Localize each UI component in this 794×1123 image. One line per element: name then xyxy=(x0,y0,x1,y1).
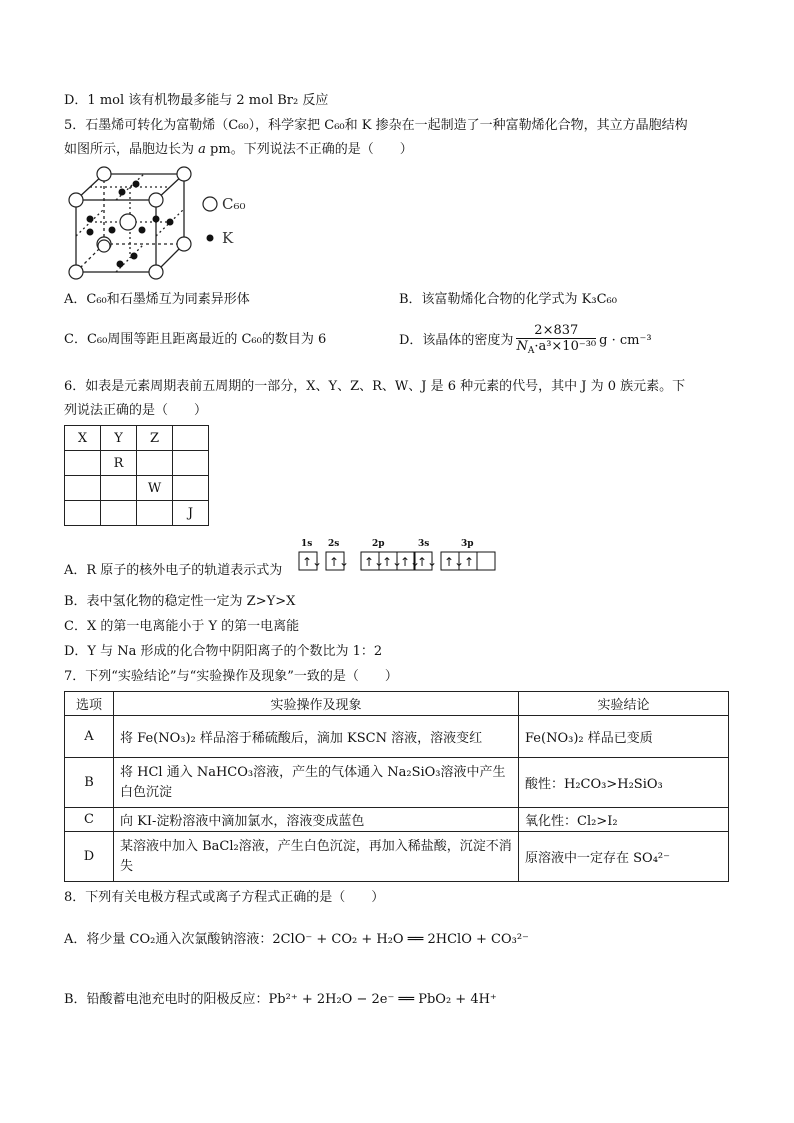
legend-k-label: K xyxy=(222,229,234,247)
legend-c60-label: C₆₀ xyxy=(222,195,246,213)
svg-text:↑↓: ↑↓ xyxy=(417,555,438,569)
svg-text:↑↓: ↑↓ xyxy=(329,555,350,569)
table-cell: J xyxy=(173,501,209,526)
q5-var-a: a xyxy=(198,142,206,157)
table-row xyxy=(65,476,209,501)
svg-text:↑↓: ↑↓ xyxy=(400,555,421,569)
q5-stem-tail: pm。下列说法不正确的是（ ） xyxy=(205,142,413,157)
table-cell xyxy=(137,451,173,476)
table-cell xyxy=(101,476,137,501)
row-conclusion: Fe(NO₃)₂ 样品已变质 xyxy=(519,716,729,758)
row-label: B xyxy=(65,758,114,808)
svg-text:↑: ↑ xyxy=(464,555,475,569)
q6-stem-line1: 6．如表是元素周期表前五周期的一部分，X、Y、Z、R、W、J 是 6 种元素的代号，其中 J 为 0 族元素。下 xyxy=(64,379,686,394)
svg-text:↑↓: ↑↓ xyxy=(444,555,465,569)
row-conclusion: 氧化性：Cl₂>I₂ xyxy=(519,808,729,832)
table-cell: R xyxy=(101,451,137,476)
orbital-label-2p: 2p xyxy=(372,539,385,549)
orbital-label-3s: 3s xyxy=(418,539,430,549)
svg-text:↑↓: ↑↓ xyxy=(302,555,323,569)
table-row xyxy=(65,758,729,808)
k-legend-icon xyxy=(207,235,214,242)
table-cell xyxy=(101,501,137,526)
table-cell: Z xyxy=(137,426,173,451)
row-operation: 将 Fe(NO₃)₂ 样品溶于稀硫酸后，滴加 KSCN 溶液，溶液变红 xyxy=(114,716,519,758)
c60-legend-icon xyxy=(203,197,217,211)
orbital-label-2s: 2s xyxy=(328,539,340,549)
table-cell xyxy=(137,501,173,526)
q8-option-b: B．铅酸蓄电池充电时的阳极反应：Pb²⁺ + 2H₂O − 2e⁻ ══ PbO₂ + 4H⁺ xyxy=(64,992,497,1007)
table-cell: X xyxy=(65,426,101,451)
row-label: A xyxy=(65,716,114,758)
q6-option-c: C．X 的第一电离能小于 Y 的第一电离能 xyxy=(64,619,300,634)
q5-stem-line2 xyxy=(64,141,413,159)
table-cell: Y xyxy=(101,426,137,451)
density-unit: g · cm⁻³ xyxy=(599,333,652,348)
table-cell xyxy=(65,476,101,501)
q8-stem: 8．下列有关电极方程式或离子方程式正确的是（ ） xyxy=(64,890,385,905)
density-denominator xyxy=(516,339,596,359)
table-row xyxy=(65,501,209,526)
experiment-table xyxy=(64,691,729,882)
row-conclusion: 酸性：H₂CO₃>H₂SiO₃ xyxy=(519,758,729,808)
orbital-diagram xyxy=(298,538,498,574)
table-row xyxy=(65,426,209,451)
q5-option-b: B．该富勒烯化合物的化学式为 K₃C₆₀ xyxy=(399,292,617,307)
q7-stem: 7．下列“实验结论”与“实验操作及现象”一致的是（ ） xyxy=(64,669,398,684)
q5-option-d xyxy=(399,321,652,361)
periodic-table-fragment xyxy=(64,425,209,526)
table-row xyxy=(65,716,729,758)
orbital-label-3p: 3p xyxy=(461,539,474,549)
row-label: C xyxy=(65,808,114,832)
row-operation: 向 KI-淀粉溶液中滴加氯水，溶液变成蓝色 xyxy=(114,808,519,832)
svg-text:↑↓: ↑↓ xyxy=(382,555,403,569)
table-cell xyxy=(65,501,101,526)
q5-stem-text: 如图所示，晶胞边长为 xyxy=(64,142,199,157)
q5-option-c: C．C₆₀周围等距且距离最近的 C₆₀的数目为 6 xyxy=(64,332,327,347)
table-cell xyxy=(173,426,209,451)
header-conclusion: 实验结论 xyxy=(519,692,729,716)
denominator-rest: ·a³×10⁻³⁰ xyxy=(534,338,597,354)
q4-option-d: D．1 mol 该有机物最多能与 2 mol Br₂ 反应 xyxy=(64,93,329,108)
q8-option-a: A．将少量 CO₂通入次氯酸钠溶液：2ClO⁻ + CO₂ + H₂O ══ 2HClO + CO₃²⁻ xyxy=(64,932,529,947)
q6-option-b: B．表中氢化物的稳定性一定为 Z>Y>X xyxy=(64,594,296,609)
table-header-row xyxy=(65,692,729,716)
avogadro-subscript: A xyxy=(527,345,535,356)
q5-stem-line1: 5．石墨烯可转化为富勒烯（C₆₀），科学家把 C₆₀和 K 掺杂在一起制造了一种富勒烯化合物，其立方晶胞结构 xyxy=(64,118,688,133)
svg-text:↑↓: ↑↓ xyxy=(364,555,385,569)
table-cell xyxy=(65,451,101,476)
q5-option-a: A．C₆₀和石墨烯互为同素异形体 xyxy=(64,292,250,307)
density-numerator: 2×837 xyxy=(516,323,596,339)
density-fraction xyxy=(516,323,596,359)
q6-option-a: A．R 原子的核外电子的轨道表示式为 xyxy=(64,563,283,578)
avogadro-symbol: N xyxy=(516,338,528,354)
table-cell: W xyxy=(137,476,173,501)
table-cell xyxy=(173,451,209,476)
row-operation: 将 HCl 通入 NaHCO₃溶液，产生的气体通入 Na₂SiO₃溶液中产生白色沉淀 xyxy=(114,758,519,808)
row-label: D xyxy=(65,832,114,882)
q5-option-d-text: D．该晶体的密度为 xyxy=(399,333,514,348)
row-operation: 某溶液中加入 BaCl₂溶液，产生白色沉淀，再加入稀盐酸，沉淀不消失 xyxy=(114,832,519,882)
table-row xyxy=(65,808,729,832)
q6-option-d: D．Y 与 Na 形成的化合物中阴阳离子的个数比为 1：2 xyxy=(64,644,383,659)
table-row xyxy=(65,451,209,476)
row-conclusion: 原溶液中一定存在 SO₄²⁻ xyxy=(519,832,729,882)
header-option: 选项 xyxy=(65,692,114,716)
table-cell xyxy=(173,476,209,501)
header-operation: 实验操作及现象 xyxy=(114,692,519,716)
table-row xyxy=(65,832,729,882)
q6-stem-line2: 列说法正确的是（ ） xyxy=(64,403,208,418)
orbital-label-1s: 1s xyxy=(301,539,313,549)
crystal-cell-diagram xyxy=(62,164,262,284)
